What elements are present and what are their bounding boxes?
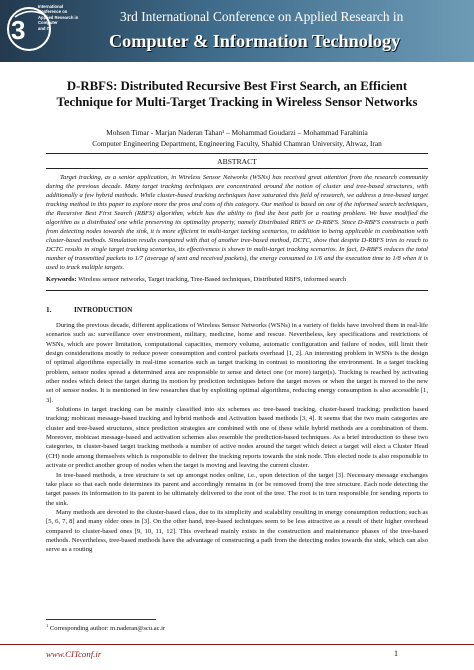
affiliation: Computer Engineering Department, Engineering Faculty, Shahid Chamran University, Ahwaz, Iran — [92, 139, 382, 148]
title-line-2: Technique for Multi-Target Tracking in Wireless Sensor Networks — [56, 95, 418, 109]
footer-rule — [0, 644, 474, 645]
keywords-list: Wireless sensor networks, Target tracking, Tree-Based techniques, Distributed RBFS, informed search — [76, 276, 347, 283]
abstract-heading: ABSTRACT — [217, 157, 257, 166]
section-heading — [46, 305, 132, 314]
paragraph: Solutions in target tracking can be mainly classified into six schemes as: tree-based tracking, cluster-based tracking; prediction based tracking; mobicast message-based tracking and hybrid methods and Activation based methods [3, 4]. It seems that the two main categories are cluster and tree-based structures, since prediction strategies are combined with one of these while hybrid methods are a combination of them. Moreover, mobicast message-based and activation schemes also resemble the prediction-based techniques. As a brief introduction to these two categories, in cluster-based target tracking methods a number of active nodes around the target which detect a target will elect a Cluster Head (CH) node among themselves which is responsible to deliver the tracking reports towards the sink node. This elected node is also responsible to activate or predict another group of nodes when the target is moving and leaving the current cluster. — [46, 406, 428, 470]
page-number: 1 — [394, 649, 398, 658]
logo-text: International Conference on Applied Research in Computer and IT — [38, 4, 79, 31]
footnote-rule — [46, 619, 156, 620]
paragraph: Many methods are devoted to the cluster-based class, due to its simplicity and scalability resulting in energy consumption reduction; such as [5, 6, 7, 8] and many older ones in [3]. On the other hand, tree-based techniques seem to be less attractive as a result of their higher overhead compared to cluster-based ones [9, 10, 11, 12]. This overhead mainly exists in the construction and maintenance phases of the tree-based methods. Nevertheless, tree-based methods have the advantage of constructing a path from the detecting nodes towards the sink, which can also serve as a routing — [46, 508, 428, 554]
title-line-1: D-RBFS: Distributed Recursive Best First Search, an Efficient — [66, 79, 408, 93]
paragraph: In tree-based methods, a tree structure is set up amongst nodes online, i.e., upon detection of the target [3]. Necessary message exchanges take place so that each node determines its parent and accordingly remains in (or be removed from) the tree structure. Each node detecting the target passes its information to its parent to be ultimately delivered to the root of the tree. The root is in turn responsible for sending reports to the sink. — [46, 471, 428, 507]
conference-banner — [0, 0, 474, 62]
section-number: 1. — [46, 305, 52, 314]
keywords — [46, 276, 428, 283]
footnote-text: Corresponding author: m.naderan@scu.ac.ir — [48, 625, 166, 633]
conference-title: 3rd International Conference on Applied Research in — [120, 9, 404, 24]
conference-subtitle: Computer & Information Technology — [109, 31, 401, 51]
authors: Mohsen Timar - Marjan Naderan Tahan¹ – Mohammad Goudarzi – Mohammad Farahinia — [106, 128, 368, 137]
body-text — [46, 321, 428, 555]
keywords-label: Keywords: — [46, 276, 77, 283]
abstract-top-rule — [46, 153, 428, 154]
svg-text:3: 3 — [11, 15, 26, 45]
paragraph: During the previous decade, different applications of Wireless Sensor Networks (WSNs) in a variety of fields have involved them in real-life scenarios such as: surveillance over environment, military, medicine, home and rescue. Nevertheless, key specifications and restrictions of WSNs, which are power limitation, computational capacities, memory volume, automatic configuration and failure of nodes, still limit their design considerations mostly to reduce power consumption and control packets overhead [1, 2]. An interesting problem in WSNs is the design of optimal algorithms especially in real-time scenarios such as target tracking in contrast to monitoring the environment. In a target tracking problem, sensor nodes spread a determined area are responsible to sense and detect one (or more) target(s). Tracking is reached by activating other nodes which detect the target during its motion by prediction techniques before the target moves or when the target is moved to the new set of sensor nodes. It is mentioned in few researches that by exploiting optimal algorithms, reducing energy consumption is also accessible [1, 3]. — [46, 322, 428, 404]
section-title: INTRODUCTION — [74, 305, 133, 314]
abstract-heading-rule — [46, 168, 428, 169]
footer-url: www.CITconf.ir — [46, 649, 102, 659]
abstract-text: Target tracking, as a senior application, in Wireless Sensor Networks (WSNs) has received great attention from the research community during the previous decade. Many target tracking techniques are concentrated around the notion of cluster and tree-based structures, with additionally a few hybrid methods. While cluster-based tracking techniques have saturated this field of research, we address a tree-based target tracking method in this paper to explore more the pros and cons of this category. Our method is based on one of the informed search techniques, the Recursive Best First Search (RBFS) algorithm, which has the ability to find the best path for a routing problem. We have modified the algorithm as a distributed one while preserving its optimality property, namely Distributed RBFS or D-RBFS. Since D-RBFS constructs a path from detecting nodes towards the sink, it is more efficient in multi-target tacking scenarios, in addition to being applicable in combination with cluster-based methods. Simulation results compared with that of another tree-based method, DCTC, show that despite D-RBFS tries to reach to DCTC results in single target tracking scenarios, its effectiveness is shown in multi-target tracking scenarios. In fact, D-RBFS reduces the total number of transmitted packets to 1/7 (average of sent and received packets), the energy consumed to 1/6 and the execution time to 1/8 when it is used to track multiple targets. — [46, 174, 428, 271]
footnote-marker: 1 — [46, 623, 49, 628]
footnote — [46, 623, 165, 632]
keywords-rule — [46, 290, 428, 291]
paper-title — [30, 78, 444, 110]
